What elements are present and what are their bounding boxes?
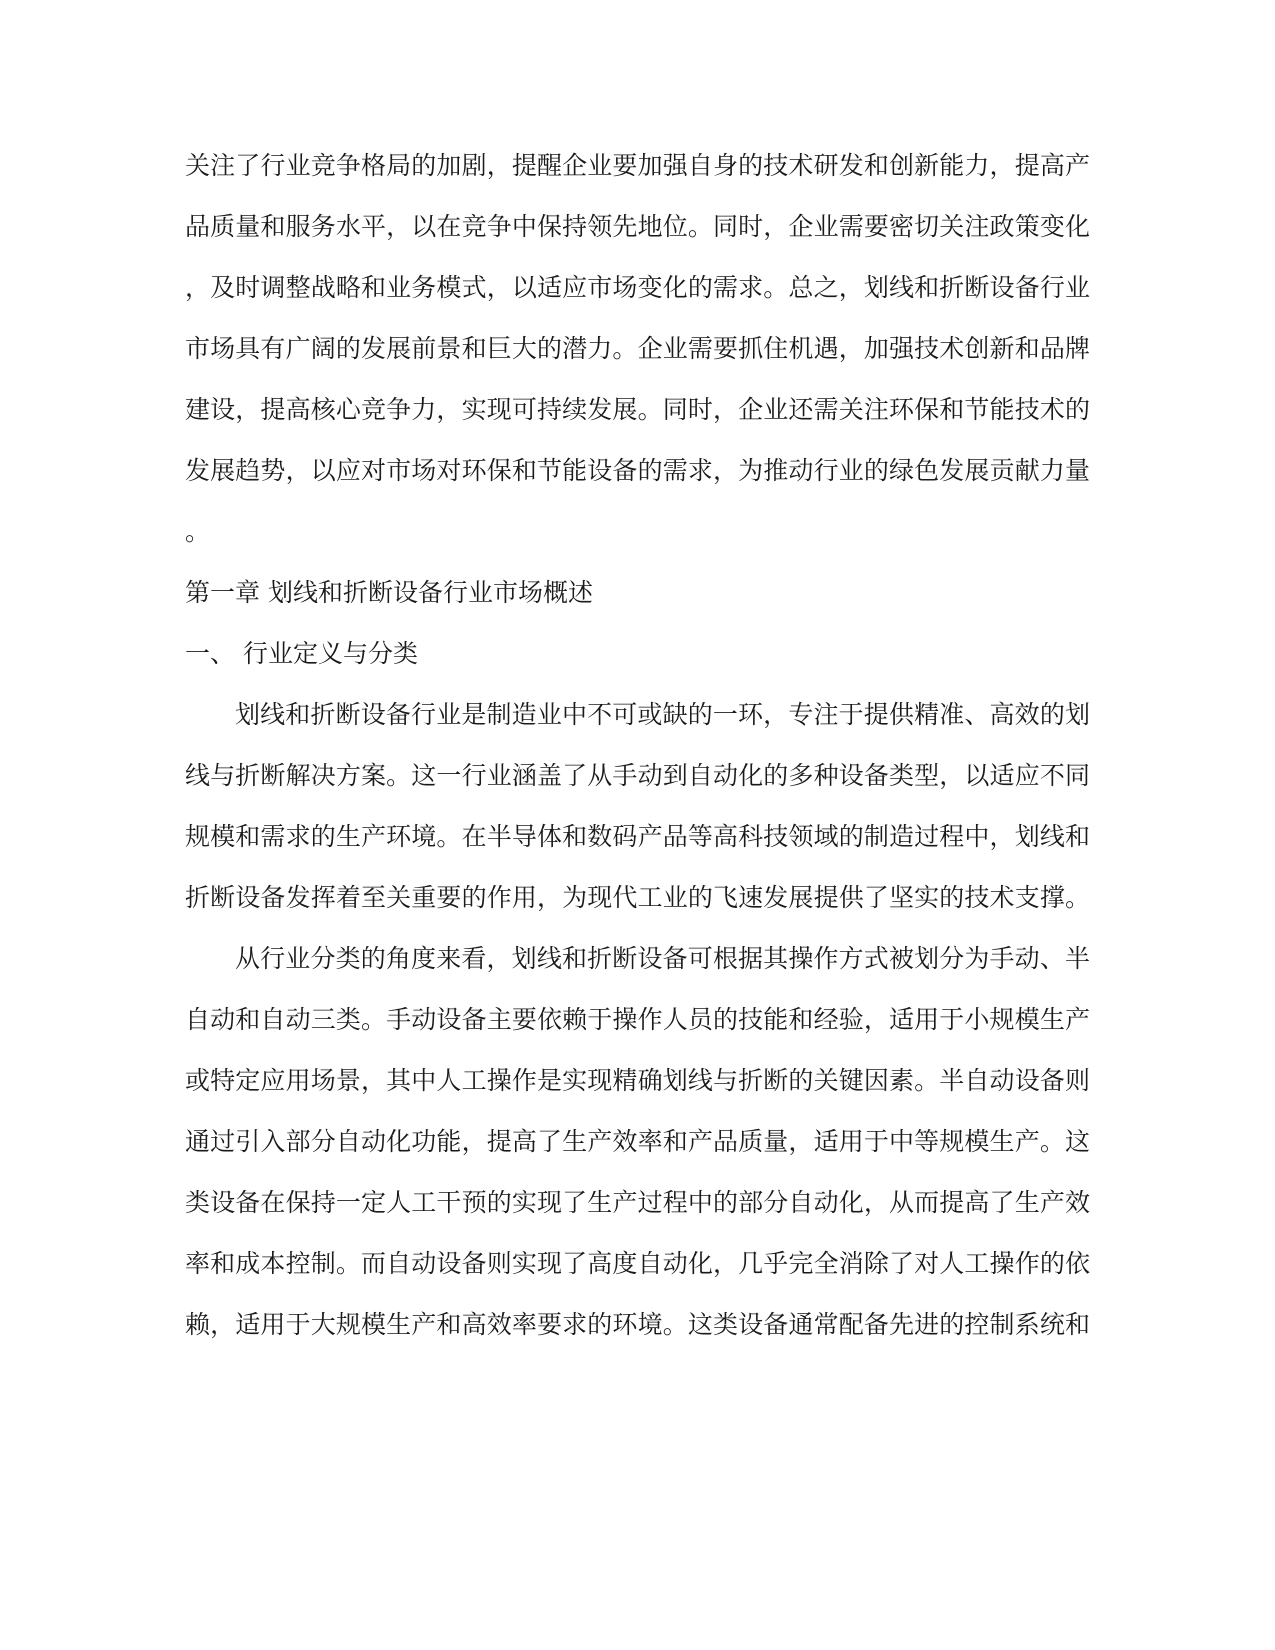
paragraph1-line-2: 线与折断解决方案。这一行业涵盖了从手动到自动化的多种设备类型，以适应不同 bbox=[185, 761, 1090, 790]
chapter-heading: 第一章 划线和折断设备行业市场概述 bbox=[185, 578, 593, 607]
intro-line-6: 发展趋势，以应对市场对环保和节能设备的需求，为推动行业的绿色发展贡献力量 bbox=[185, 456, 1090, 485]
intro-line-3: ，及时调整战略和业务模式，以适应市场变化的需求。总之，划线和折断设备行业 bbox=[185, 273, 1090, 302]
paragraph2-line-6: 率和成本控制。而自动设备则实现了高度自动化，几乎完全消除了对人工操作的依 bbox=[185, 1249, 1090, 1278]
paragraph2-line-1: 从行业分类的角度来看，划线和折断设备可根据其操作方式被划分为手动、半 bbox=[235, 944, 1090, 973]
paragraph2-line-3: 或特定应用场景，其中人工操作是实现精确划线与折断的关键因素。半自动设备则 bbox=[185, 1066, 1090, 1095]
paragraph2-line-4: 通过引入部分自动化功能，提高了生产效率和产品质量，适用于中等规模生产。这 bbox=[185, 1127, 1090, 1156]
intro-line-1: 关注了行业竞争格局的加剧，提醒企业要加强自身的技术研发和创新能力，提高产 bbox=[185, 151, 1090, 180]
intro-line-7: 。 bbox=[185, 517, 211, 546]
paragraph1-line-4: 折断设备发挥着至关重要的作用，为现代工业的飞速发展提供了坚实的技术支撑。 bbox=[185, 883, 1090, 912]
intro-line-2: 品质量和服务水平，以在竞争中保持领先地位。同时，企业需要密切关注政策变化 bbox=[185, 212, 1090, 241]
paragraph1-line-3: 规模和需求的生产环境。在半导体和数码产品等高科技领域的制造过程中，划线和 bbox=[185, 822, 1090, 851]
section-heading: 一、 行业定义与分类 bbox=[185, 639, 418, 668]
intro-line-4: 市场具有广阔的发展前景和巨大的潜力。企业需要抓住机遇，加强技术创新和品牌 bbox=[185, 334, 1090, 363]
intro-line-5: 建设，提高核心竞争力，实现可持续发展。同时，企业还需关注环保和节能技术的 bbox=[185, 395, 1090, 424]
paragraph1-line-1: 划线和折断设备行业是制造业中不可或缺的一环，专注于提供精准、高效的划 bbox=[235, 700, 1090, 729]
paragraph2-line-7: 赖，适用于大规模生产和高效率要求的环境。这类设备通常配备先进的控制系统和 bbox=[185, 1310, 1090, 1339]
paragraph2-line-5: 类设备在保持一定人工干预的实现了生产过程中的部分自动化，从而提高了生产效 bbox=[185, 1188, 1090, 1217]
paragraph2-line-2: 自动和自动三类。手动设备主要依赖于操作人员的技能和经验，适用于小规模生产 bbox=[185, 1005, 1090, 1034]
